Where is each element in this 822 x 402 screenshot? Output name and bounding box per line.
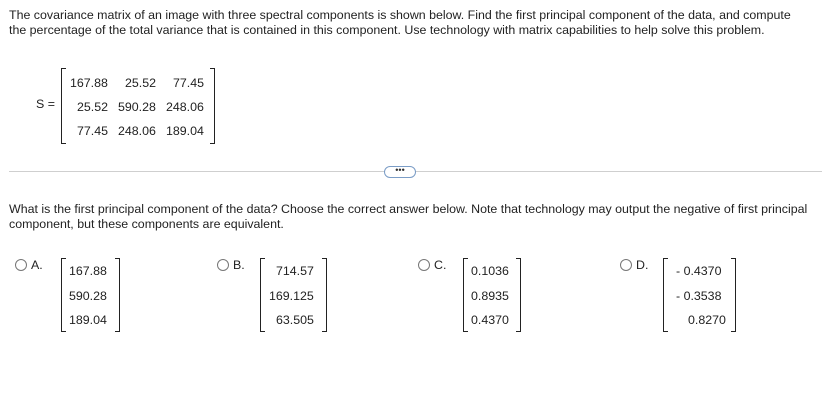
option-d-matrix xyxy=(663,258,736,332)
matrix-s-cell: 248.06 xyxy=(166,100,204,114)
option-b-matrix xyxy=(260,258,327,332)
option-a[interactable] xyxy=(15,258,125,334)
bracket-left xyxy=(61,258,66,332)
matrix-s-cell: 248.06 xyxy=(118,124,156,138)
matrix-s-cell: 167.88 xyxy=(70,76,108,90)
option-d-value: 0.8270 xyxy=(688,313,726,327)
matrix-s-right-bracket xyxy=(210,68,215,144)
matrix-s xyxy=(61,68,215,144)
option-c-value: 0.4370 xyxy=(471,313,509,327)
option-d-letter: D. xyxy=(636,258,649,272)
option-b-value: 169.125 xyxy=(269,289,314,303)
matrix-s-cell: 25.52 xyxy=(77,100,109,114)
option-a-value: 189.04 xyxy=(69,313,107,327)
question-text: The covariance matrix of an image with three spectral components is shown below. Find the first principal component of the data, and compute the percentage of the total variance that is contained in this component. Use technology with matrix capabilities to help solve this problem. xyxy=(9,8,791,37)
bracket-left xyxy=(663,258,668,332)
option-b-value: 714.57 xyxy=(276,264,314,278)
option-c-value: 0.8935 xyxy=(471,289,509,303)
matrix-s-cell: 77.45 xyxy=(77,124,109,138)
option-b-radio[interactable] xyxy=(217,259,229,271)
bracket-right xyxy=(516,258,521,332)
option-d-value: - 0.3538 xyxy=(676,289,722,303)
option-b-value: 63.505 xyxy=(276,313,314,327)
option-c-letter: C. xyxy=(434,258,447,272)
option-b-letter: B. xyxy=(233,258,245,272)
matrix-s-cell: 189.04 xyxy=(166,124,204,138)
option-c-value: 0.1036 xyxy=(471,264,509,278)
option-d-value: - 0.4370 xyxy=(676,264,722,278)
matrix-s-left-bracket xyxy=(61,68,66,144)
bracket-right xyxy=(115,258,120,332)
bracket-right xyxy=(322,258,327,332)
option-b[interactable] xyxy=(217,258,337,334)
option-d-radio[interactable] xyxy=(620,259,632,271)
matrix-s-cell: 77.45 xyxy=(173,76,205,90)
option-a-letter: A. xyxy=(31,258,43,272)
option-a-matrix xyxy=(61,258,120,332)
option-a-radio[interactable] xyxy=(15,259,27,271)
option-d[interactable] xyxy=(620,258,740,334)
option-a-value: 590.28 xyxy=(69,289,107,303)
bracket-left xyxy=(463,258,468,332)
option-c-matrix xyxy=(463,258,521,332)
bracket-right xyxy=(731,258,736,332)
option-c-radio[interactable] xyxy=(418,259,430,271)
prompt-text: What is the first principal component of the data? Choose the correct answer below. Note that technology may output the negative of first principal component, but these components are equivalent. xyxy=(9,202,808,231)
bracket-left xyxy=(260,258,265,332)
show-more-button[interactable]: ••• xyxy=(384,166,416,178)
option-c[interactable] xyxy=(418,258,528,334)
matrix-s-cell: 590.28 xyxy=(118,100,156,114)
matrix-s-cell: 25.52 xyxy=(125,76,157,90)
option-a-value: 167.88 xyxy=(69,264,107,278)
matrix-s-label: S = xyxy=(36,97,55,111)
